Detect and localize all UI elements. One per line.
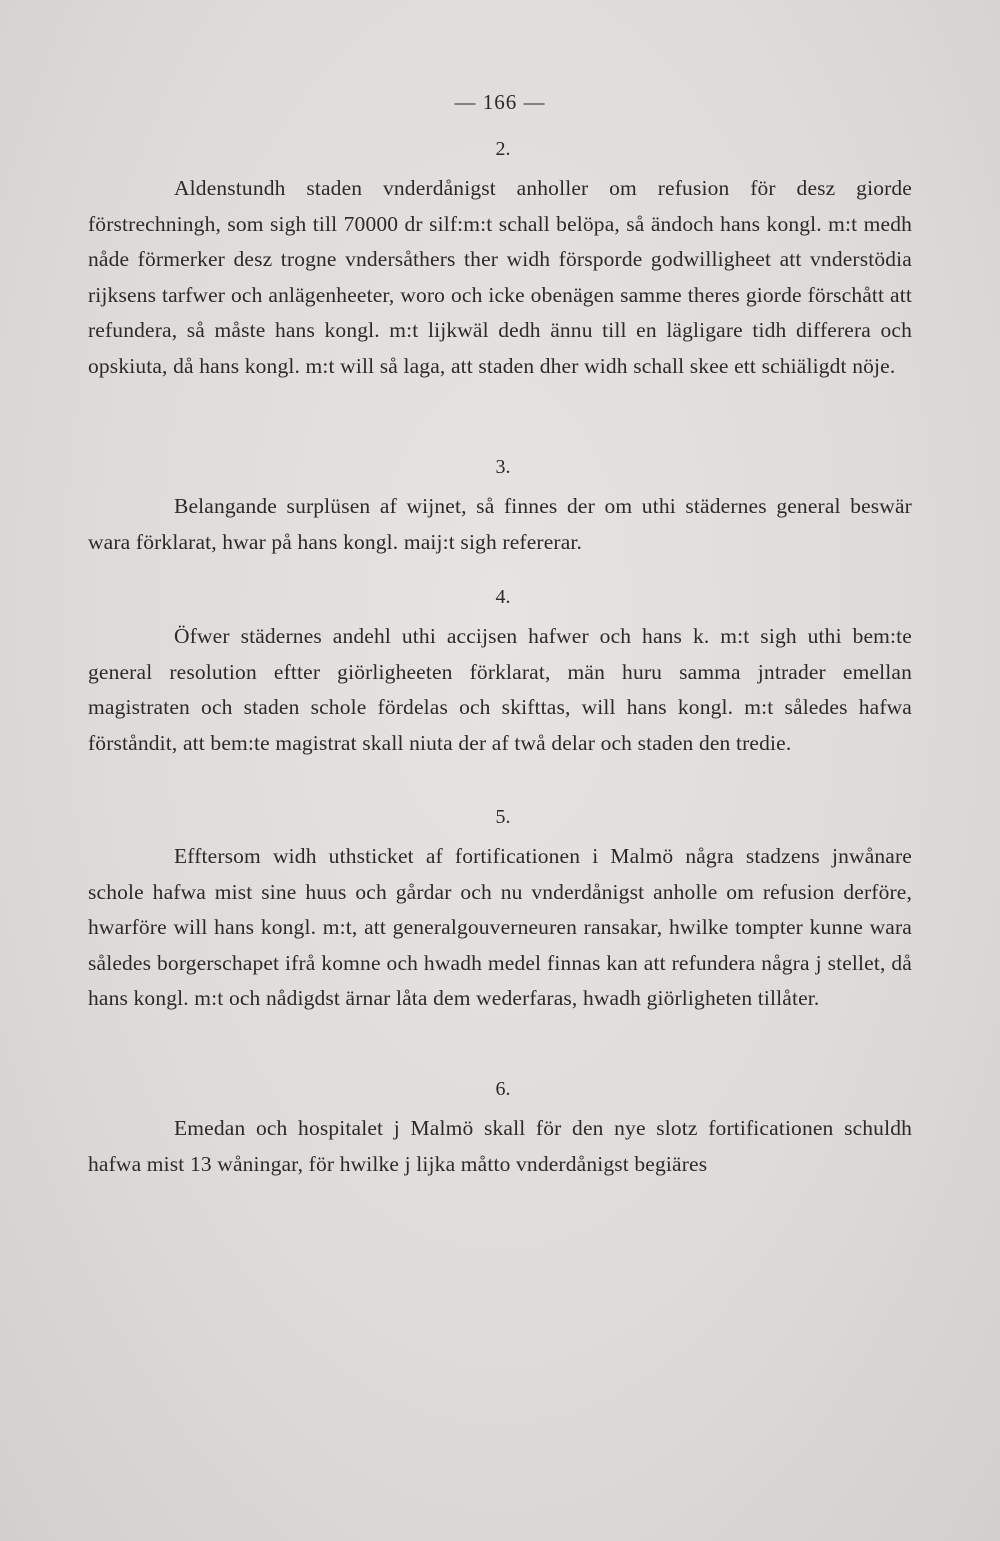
section-5 xyxy=(88,806,912,1017)
section-6 xyxy=(88,1078,912,1182)
section-number: 3. xyxy=(495,456,511,478)
section-number: 4. xyxy=(495,586,511,608)
section-4 xyxy=(88,586,912,761)
section-number: 6. xyxy=(495,1078,511,1100)
section-3 xyxy=(88,456,912,560)
section-text: Öfwer städernes andehl uthi accijsen hafwer och hans k. m:t sigh uthi bem:te general resolution eftter giörligheeten förklarat, män huru samma jntrader emellan magistraten och staden schole fördelas och skifttas, will hans kongl. m:t således hafwa förståndit, att bem:te magistrat skall niuta der af twå delar och staden den tredie. xyxy=(88,624,912,755)
section-number: 5. xyxy=(495,806,511,828)
section-text: Aldenstundh staden vnderdånigst anholler om refusion för desz giorde förstrechningh, som sigh till 70000 dr silf:m:t schall belöpa, så ändoch hans kongl. m:t medh nåde förmerker desz trogne vndersåthers ther widh försporde godwilligheet att vnderstödia rijksens tarfwer och anlägenheeter, woro och icke obenägen samme theres giorde förschått att refundera, så måste hans kongl. m:t lijkwäl dedh ännu till en lägligare tidh differera och opskiuta, då hans kongl. m:t will så laga, att staden dher widh schall skee ett schiäligdt nöje. xyxy=(88,176,912,378)
section-text: Belangande surplüsen af wijnet, så finnes der om uthi städernes general beswär wara förklarat, hwar på hans kongl. maij:t sigh refererar. xyxy=(88,494,912,554)
section-text: Efftersom widh uthsticket af fortificationen i Malmö några stadzens jnwånare schole hafwa mist sine huus och gårdar och nu vnderdånigst anholle om refusion derföre, hwarföre will hans kongl. m:t, att generalgouverneuren ransakar, hwilke tompter kunne wara således borgerschapet ifrå komne och hwadh medel finnas kan att refundera några j stellet, då hans kongl. m:t och nådigdst ärnar låta dem wederfaras, hwadh giörligheten tillåter. xyxy=(88,844,912,1010)
section-text: Emedan och hospitalet j Malmö skall för den nye slotz fortificationen schuldh hafwa mist 13 wåningar, för hwilke j lijka måtto vnderdånigst begiäres xyxy=(88,1116,912,1176)
section-number: 2. xyxy=(495,138,511,160)
section-2 xyxy=(88,138,912,384)
page-number: — 166 — xyxy=(454,90,546,114)
